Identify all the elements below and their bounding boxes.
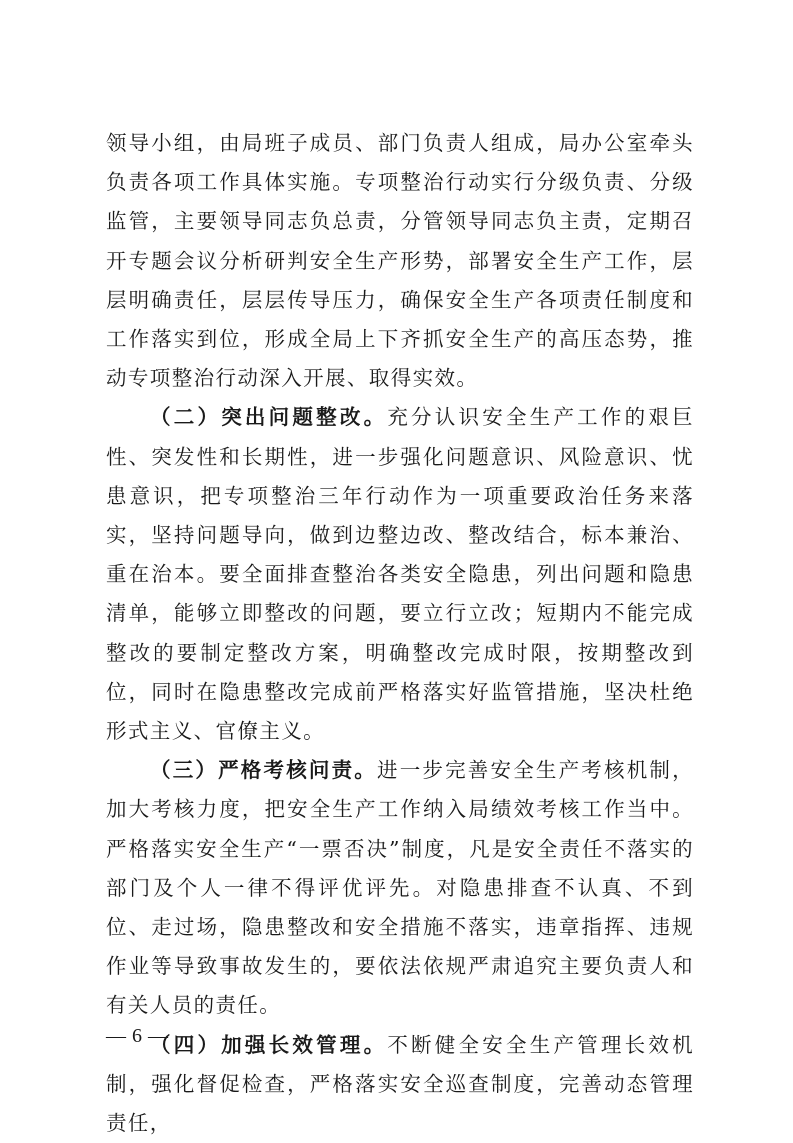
page-number: — 6 — [106, 1025, 169, 1047]
paragraph-2-text: 充分认识安全生产工作的艰巨性、突发性和长期性，进一步强化问题意识、风险意识、忧患意识，把专项整治三年行动作为一项重要政治任务来落实，坚持问题导向，做到边整边改、整改结合，标本兼治、重在治本。要全面排查整治各类安全隐患，列出问题和隐患清单，能够立即整改的问题，要立行立改；短期内不能完成整改的要制定整改方案，明确整改完成时限，按期整改到位，同时在隐患整改完成前严格落实好监管措施，坚决杜绝形式主义、官僚主义。 [106, 405, 695, 744]
paragraph-continuation [106, 124, 694, 398]
paragraph-problem-rectification [106, 398, 694, 751]
document-body [106, 124, 694, 1143]
paragraph-long-term-management [106, 1026, 694, 1143]
paragraph-assessment-accountability [106, 751, 694, 1025]
paragraph-2-heading: （二）突出问题整改。 [150, 405, 388, 430]
paragraph-3-heading: （三）严格考核问责。 [150, 758, 377, 783]
paragraph-4-text: 不断健全安全生产管理长效机制，强化督促检查，严格落实安全巡查制度，完善动态管理责任， [106, 1032, 695, 1136]
paragraph-1-text: 领导小组，由局班子成员、部门负责人组成，局办公室牵头负责各项工作具体实施。专项整治行动实行分级负责、分级监管，主要领导同志负总责，分管领导同志负主责，定期召开专题会议分析研判安全生产形势，部署安全生产工作，层层明确责任，层层传导压力，确保安全生产各项责任制度和工作落实到位，形成全局上下齐抓安全生产的高压态势，推动专项整治行动深入开展、取得实效。 [106, 131, 694, 391]
paragraph-3-text: 进一步完善安全生产考核机制，加大考核力度，把安全生产工作纳入局绩效考核工作当中。严格落实安全生产“一票否决”制度，凡是安全责任不落实的部门及个人一律不得评优评先。对隐患排查不认真、不到位、走过场，隐患整改和安全措施不落实，违章指挥、违规作业等导致事故发生的，要依法依规严肃追究主要负责人和有关人员的责任。 [106, 758, 694, 1018]
paragraph-4-heading: （四）加强长效管理。 [150, 1032, 388, 1057]
